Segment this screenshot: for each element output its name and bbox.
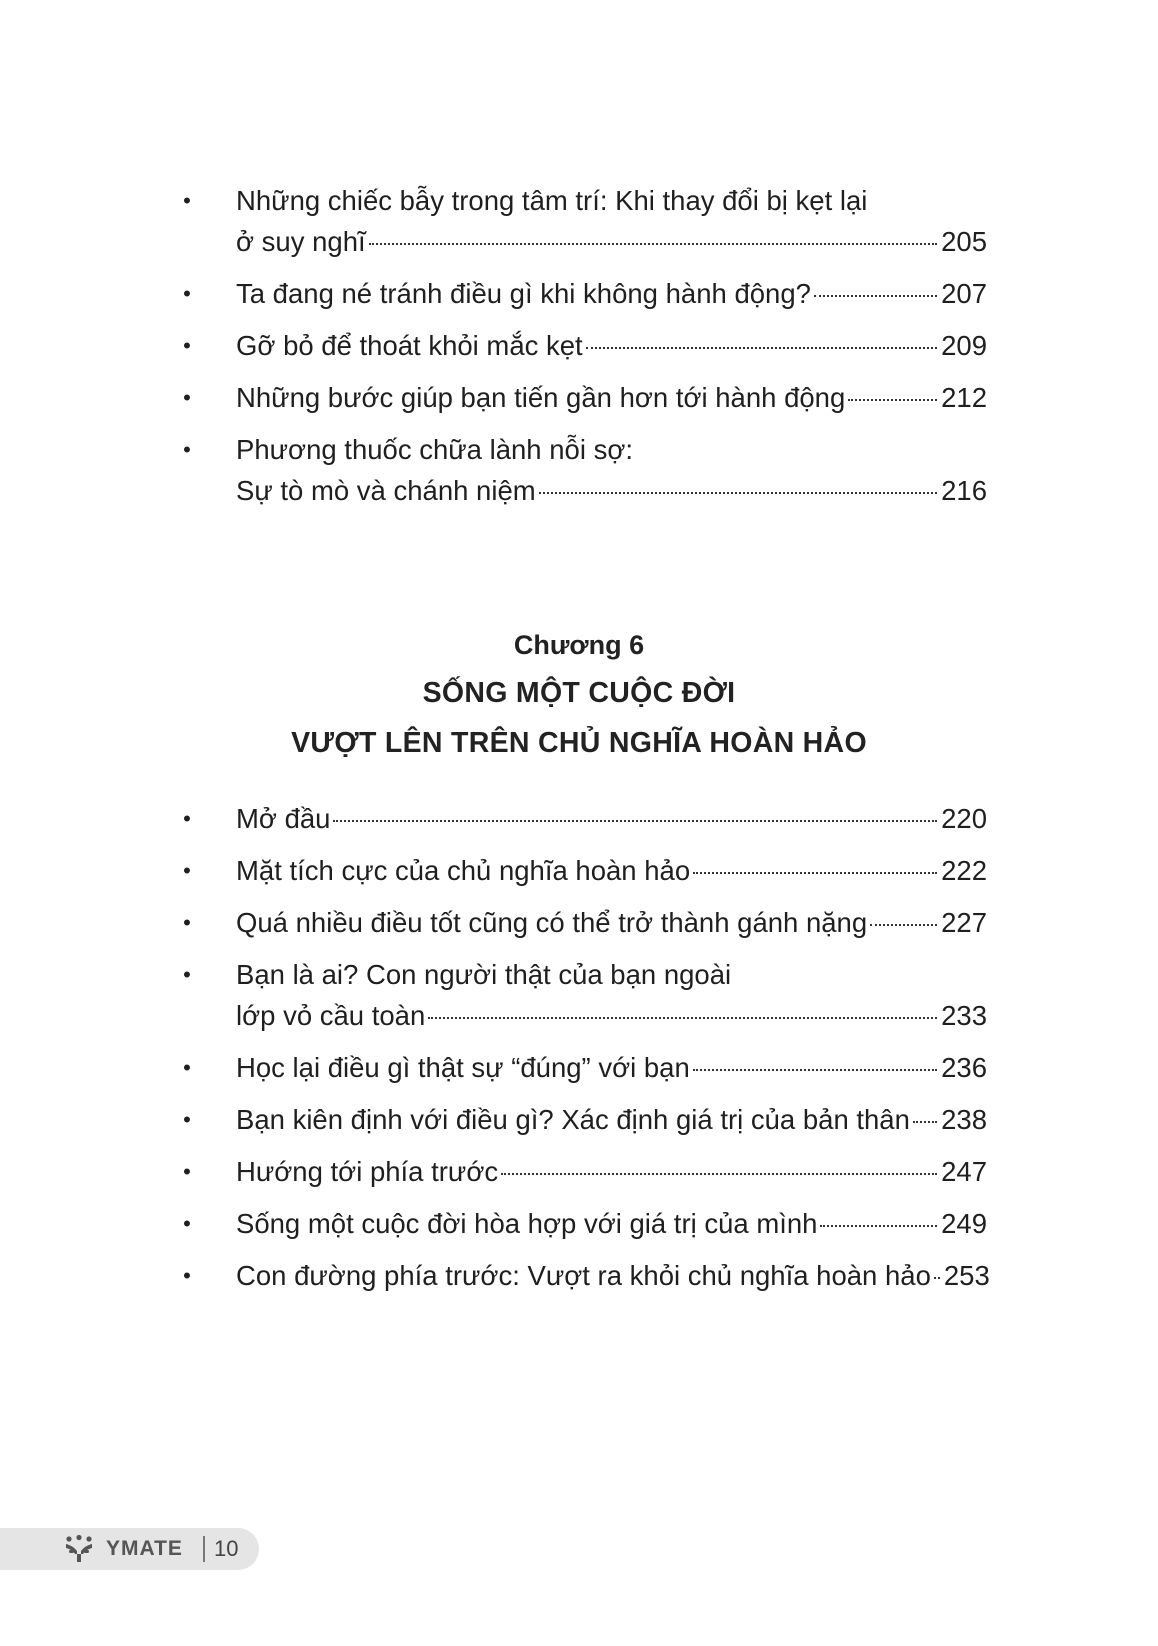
toc-entry[interactable] — [182, 429, 987, 511]
bullet-icon: • — [183, 281, 191, 306]
dot-leader — [539, 491, 937, 494]
toc-entry-line — [236, 850, 987, 891]
toc-entry-title: Những bước giúp bạn tiến gần hơn tới hành động — [236, 382, 846, 413]
toc-entry-title: Sống một cuộc đời hòa hợp với giá trị của mình — [236, 1208, 818, 1239]
toc-list-top — [182, 180, 987, 522]
bullet-icon: • — [183, 188, 191, 213]
bullet-icon: • — [183, 437, 191, 462]
dot-leader — [333, 819, 937, 822]
dot-leader — [428, 1016, 937, 1019]
toc-entry-title: Ta đang né tránh điều gì khi không hành động? — [236, 278, 811, 309]
toc-entry[interactable] — [182, 1099, 987, 1140]
toc-entry-line — [236, 1203, 987, 1244]
toc-entry[interactable] — [182, 954, 987, 1036]
toc-entry[interactable] — [182, 798, 987, 839]
toc-entry-line — [236, 798, 987, 839]
bullet-icon: • — [183, 1055, 191, 1080]
bullet-icon: • — [183, 1263, 191, 1288]
toc-entry-title: Hướng tới phía trước — [236, 1156, 499, 1187]
toc-entry-title: Quá nhiều điều tốt cũng có thể trở thành gánh nặng — [236, 907, 868, 938]
toc-page-number: 253 — [943, 1260, 990, 1291]
toc-entry-line — [236, 180, 987, 221]
dot-leader — [693, 871, 937, 874]
toc-entry-line — [236, 1099, 987, 1140]
bullet-icon: • — [183, 1107, 191, 1132]
toc-entry-line — [236, 995, 987, 1036]
toc-entry[interactable] — [182, 273, 987, 314]
toc-entry-title: ở suy nghĩ — [236, 226, 366, 257]
bullet-icon: • — [183, 910, 191, 935]
chapter-heading — [0, 628, 1158, 768]
toc-entry-title: Những chiếc bẫy trong tâm trí: Khi thay đổi bị kẹt lại — [236, 185, 868, 216]
toc-page-number: 216 — [941, 475, 987, 506]
toc-entry-title: Con đường phía trước: Vượt ra khỏi chủ nghĩa hoàn hảo — [236, 1260, 931, 1291]
brand-name: YMATE — [106, 1537, 183, 1560]
bullet-icon: • — [183, 962, 191, 987]
toc-entry[interactable] — [182, 1255, 990, 1296]
toc-page-number: 238 — [941, 1104, 987, 1135]
toc-entry[interactable] — [182, 1047, 987, 1088]
bullet-icon: • — [183, 1159, 191, 1184]
page-number: 10 — [214, 1536, 239, 1561]
chapter-title-line: VƯỢT LÊN TRÊN CHỦ NGHĨA HOÀN HẢO — [291, 727, 867, 759]
toc-entry[interactable] — [182, 850, 987, 891]
footer-separator — [203, 1536, 205, 1562]
chapter-title — [0, 668, 1158, 768]
toc-page-number: 220 — [941, 803, 987, 834]
dot-leader — [934, 1276, 940, 1279]
toc-page-number: 205 — [941, 226, 987, 257]
toc-entry-line — [236, 470, 987, 511]
toc-entry-title: Bạn kiên định với điều gì? Xác định giá trị của bản thân — [236, 1104, 910, 1135]
toc-page-number: 207 — [941, 278, 987, 309]
toc-entry-line — [236, 954, 987, 995]
toc-entry-line — [236, 325, 987, 366]
toc-page-number: 247 — [941, 1156, 987, 1187]
toc-page-number: 227 — [941, 907, 987, 938]
footer-badge — [0, 1528, 259, 1570]
dot-leader — [848, 398, 937, 401]
toc-entry-title: Gỡ bỏ để thoát khỏi mắc kẹt — [236, 330, 583, 361]
toc-page-number: 236 — [941, 1052, 987, 1083]
bullet-icon: • — [183, 333, 191, 358]
chapter-label: Chương 6 — [513, 630, 645, 660]
toc-entry-line — [236, 221, 987, 262]
toc-entry[interactable] — [182, 1151, 987, 1192]
toc-entry[interactable] — [182, 1203, 987, 1244]
toc-entry[interactable] — [182, 325, 987, 366]
toc-entry-title: Mặt tích cực của chủ nghĩa hoàn hảo — [236, 855, 691, 886]
toc-entry-title: Bạn là ai? Con người thật của bạn ngoài — [236, 959, 732, 990]
toc-entry-line — [236, 1255, 990, 1296]
toc-entry[interactable] — [182, 377, 987, 418]
bullet-icon: • — [183, 385, 191, 410]
dot-leader — [913, 1120, 937, 1123]
toc-entry[interactable] — [182, 180, 987, 262]
toc-entry-line — [236, 1151, 987, 1192]
toc-entry-title: Học lại điều gì thật sự “đúng” với bạn — [236, 1052, 690, 1083]
toc-entry-line — [236, 429, 987, 470]
toc-list-chapter — [182, 798, 990, 1307]
dot-leader — [870, 923, 937, 926]
toc-entry-title: lớp vỏ cầu toàn — [236, 1000, 426, 1031]
chapter-title-line: SỐNG MỘT CUỘC ĐỜI — [422, 677, 736, 709]
toc-entry-line — [236, 273, 987, 314]
bullet-icon: • — [183, 1211, 191, 1236]
toc-entry-title: Sự tò mò và chánh niệm — [236, 475, 536, 506]
toc-entry-line — [236, 902, 987, 943]
toc-page-number: 222 — [941, 855, 987, 886]
toc-entry-line — [236, 377, 987, 418]
dot-leader — [693, 1068, 937, 1071]
toc-entry-title: Phương thuốc chữa lành nỗi sợ: — [236, 434, 634, 465]
toc-page-number: 233 — [941, 1000, 987, 1031]
bullet-icon: • — [183, 858, 191, 883]
dot-leader — [501, 1172, 937, 1175]
toc-entry-title: Mở đầu — [236, 803, 331, 834]
toc-page-number: 212 — [941, 382, 987, 413]
dot-leader — [369, 242, 937, 245]
toc-entry[interactable] — [182, 902, 987, 943]
dot-leader — [586, 346, 937, 349]
dot-leader — [814, 294, 937, 297]
toc-page-number: 209 — [941, 330, 987, 361]
dot-leader — [820, 1224, 937, 1227]
toc-page-number: 249 — [941, 1208, 987, 1239]
toc-entry-line — [236, 1047, 987, 1088]
ymate-logo-icon — [64, 1534, 94, 1564]
bullet-icon: • — [183, 806, 191, 831]
